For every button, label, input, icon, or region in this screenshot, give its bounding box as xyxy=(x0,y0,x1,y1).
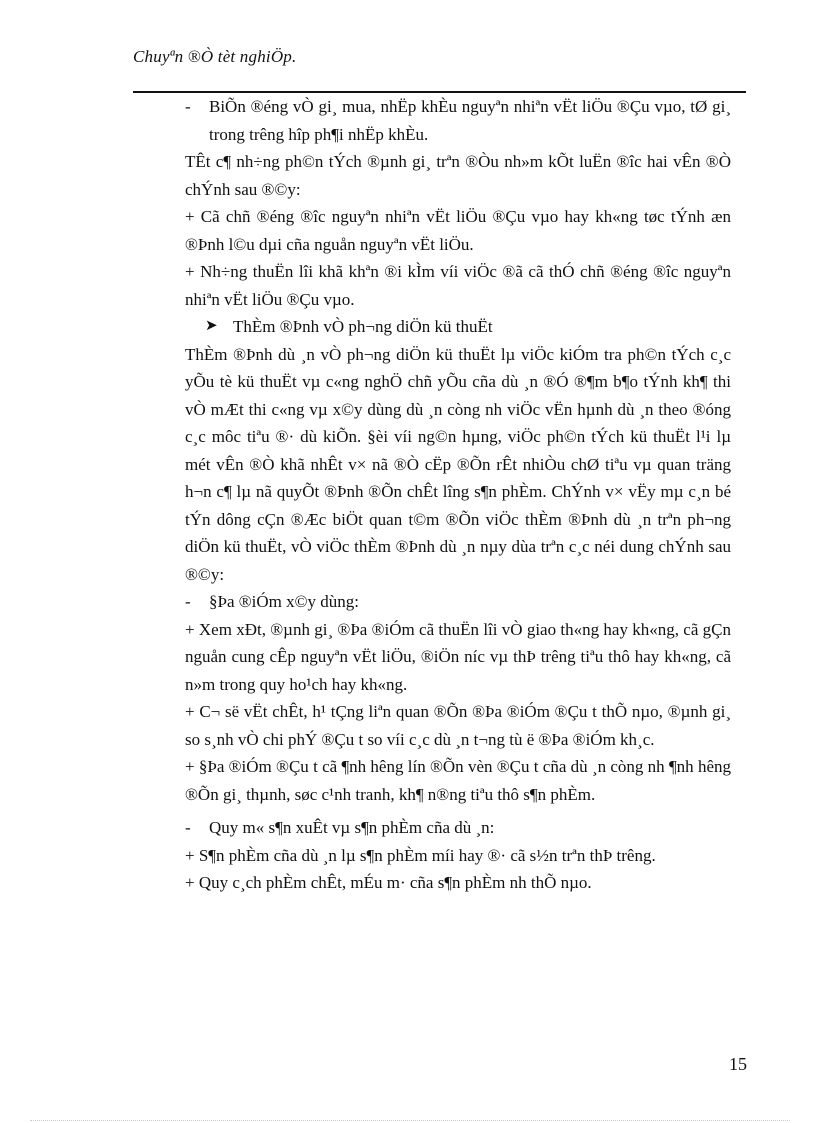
bullet-heading: §Þa ®iÓm x©y dùng: xyxy=(209,592,360,611)
bullet-heading: Quy m« s¶n xuÊt vµ s¶n phÈm cña dù ¸n: xyxy=(209,818,495,837)
dash-marker: - xyxy=(185,97,191,116)
dash-marker: - xyxy=(185,592,191,611)
bullet-item xyxy=(185,814,731,842)
paragraph: + Cã chñ ®éng ®îc nguyªn nhiªn vËt liÖu ®Çu vµo hay kh«ng tøc tÝnh æn ®Þnh l©u dµi cña nguån nguyªn vËt liÖu. xyxy=(185,207,731,254)
paragraph: TÊt c¶ nh÷ng ph©n tÝch ®µnh gi¸ trªn ®Òu nh»m kÕt luËn ®îc hai vÊn ®Ò chÝnh sau ®©y: xyxy=(185,152,731,199)
subheading: ThÈm ®Þnh vÒ ph¬ng diÖn kü thuËt xyxy=(233,317,493,336)
paragraph: ThÈm ®Þnh dù ¸n vÒ ph¬ng diÖn kü thuËt lµ viÖc kiÓm tra ph©n tÝch c¸c yÕu tè kü thuËt vµ c«ng nghÖ chñ yÕu cña dù ¸n ®Ó ®¶m b¶o tÝnh kh¶ thi vÒ mÆt thi c«ng vµ x©y dùng dù ¸n còng nh viÖc vËn hµnh dù ¸n theo ®óng c¸c môc tiªu ®· dù kiÕn. §èi víi ng©n hµng, viÖc ph©n tÝch kü thuËt l¹i lµ mét vÊn ®Ò khã nhÊt v× nã ®Ò cËp ®Õn rÊt nhiÒu chØ tiªu vµ quan träng h¬n c¶ lµ nã quyÕt ®Þnh ®Õn chÊt lîng s¶n phÈm. ChÝnh v× vËy mµ c¸n bé tÝn dông cÇn ®Æc biÖt quan t©m ®Õn viÖc thÈm ®Þnh dù ¸n trªn ph¬ng diÖn kü thuËt, vÒ viÖc thÈm ®Þnh dù ¸n nµy dùa trªn c¸c néi dung chÝnh sau ®©y: xyxy=(185,344,731,584)
paragraph: BiÕn ®éng vÒ gi¸ mua, nhËp khÈu nguyªn nhiªn vËt liÖu ®Çu vµo, tØ gi¸ trong trêng hîp ph¶i nhËp khÈu. xyxy=(209,97,731,144)
paragraph: + C¬ së vËt chÊt, h¹ tÇng liªn quan ®Õn ®Þa ®iÓm ®Çu t thÕ nµo, ®µnh gi¸ so s¸nh vÒ chi phÝ ®Çu t so víi c¸c dù ¸n t¬ng tù ë ®Þa ®iÓm kh¸c. xyxy=(185,702,731,749)
arrow-bullet-icon: ➤ xyxy=(205,318,218,334)
paragraph: + Quy c¸ch phÈm chÊt, mÉu m· cña s¶n phÈm nh thÕ nµo. xyxy=(185,873,592,892)
running-header: Chuyªn ®Ò tèt nghiÖp. xyxy=(133,47,297,66)
page-number: 15 xyxy=(729,1054,747,1074)
paragraph: + S¶n phÈm cña dù ¸n lµ s¶n phÈm míi hay ®· cã s½n trªn thÞ trêng. xyxy=(185,845,656,865)
page-body xyxy=(185,93,731,897)
bullet-item xyxy=(185,93,731,148)
subheading-item xyxy=(185,313,731,341)
dash-marker: - xyxy=(185,818,191,837)
paragraph: + Xem xÐt, ®µnh gi¸ ®Þa ®iÓm cã thuËn lîi vÒ giao th«ng hay kh«ng, cã gÇn nguån cung cÊp nguyªn vËt liÖu, ®iÖn níc vµ thÞ trêng tiªu thô hay kh«ng, cã n»m trong quy ho¹ch hay kh«ng. xyxy=(185,619,731,694)
paragraph: + §Þa ®iÓm ®Çu t cã ¶nh hêng lín ®Õn vèn ®Çu t cña dù ¸n còng nh ¶nh hêng ®Õn gi¸ thµnh, søc c¹nh tranh, kh¶ n®ng tiªu thô s¶n phÈm. xyxy=(185,757,731,804)
bullet-item xyxy=(185,588,731,616)
footer-dotted-line xyxy=(30,1120,790,1121)
paragraph: + Nh÷ng thuËn lîi khã khªn ®i kÌm víi viÖc ®ã cã thÓ chñ ®éng ®îc nguyªn nhiªn vËt liÖu ®Çu vµo. xyxy=(185,262,731,309)
